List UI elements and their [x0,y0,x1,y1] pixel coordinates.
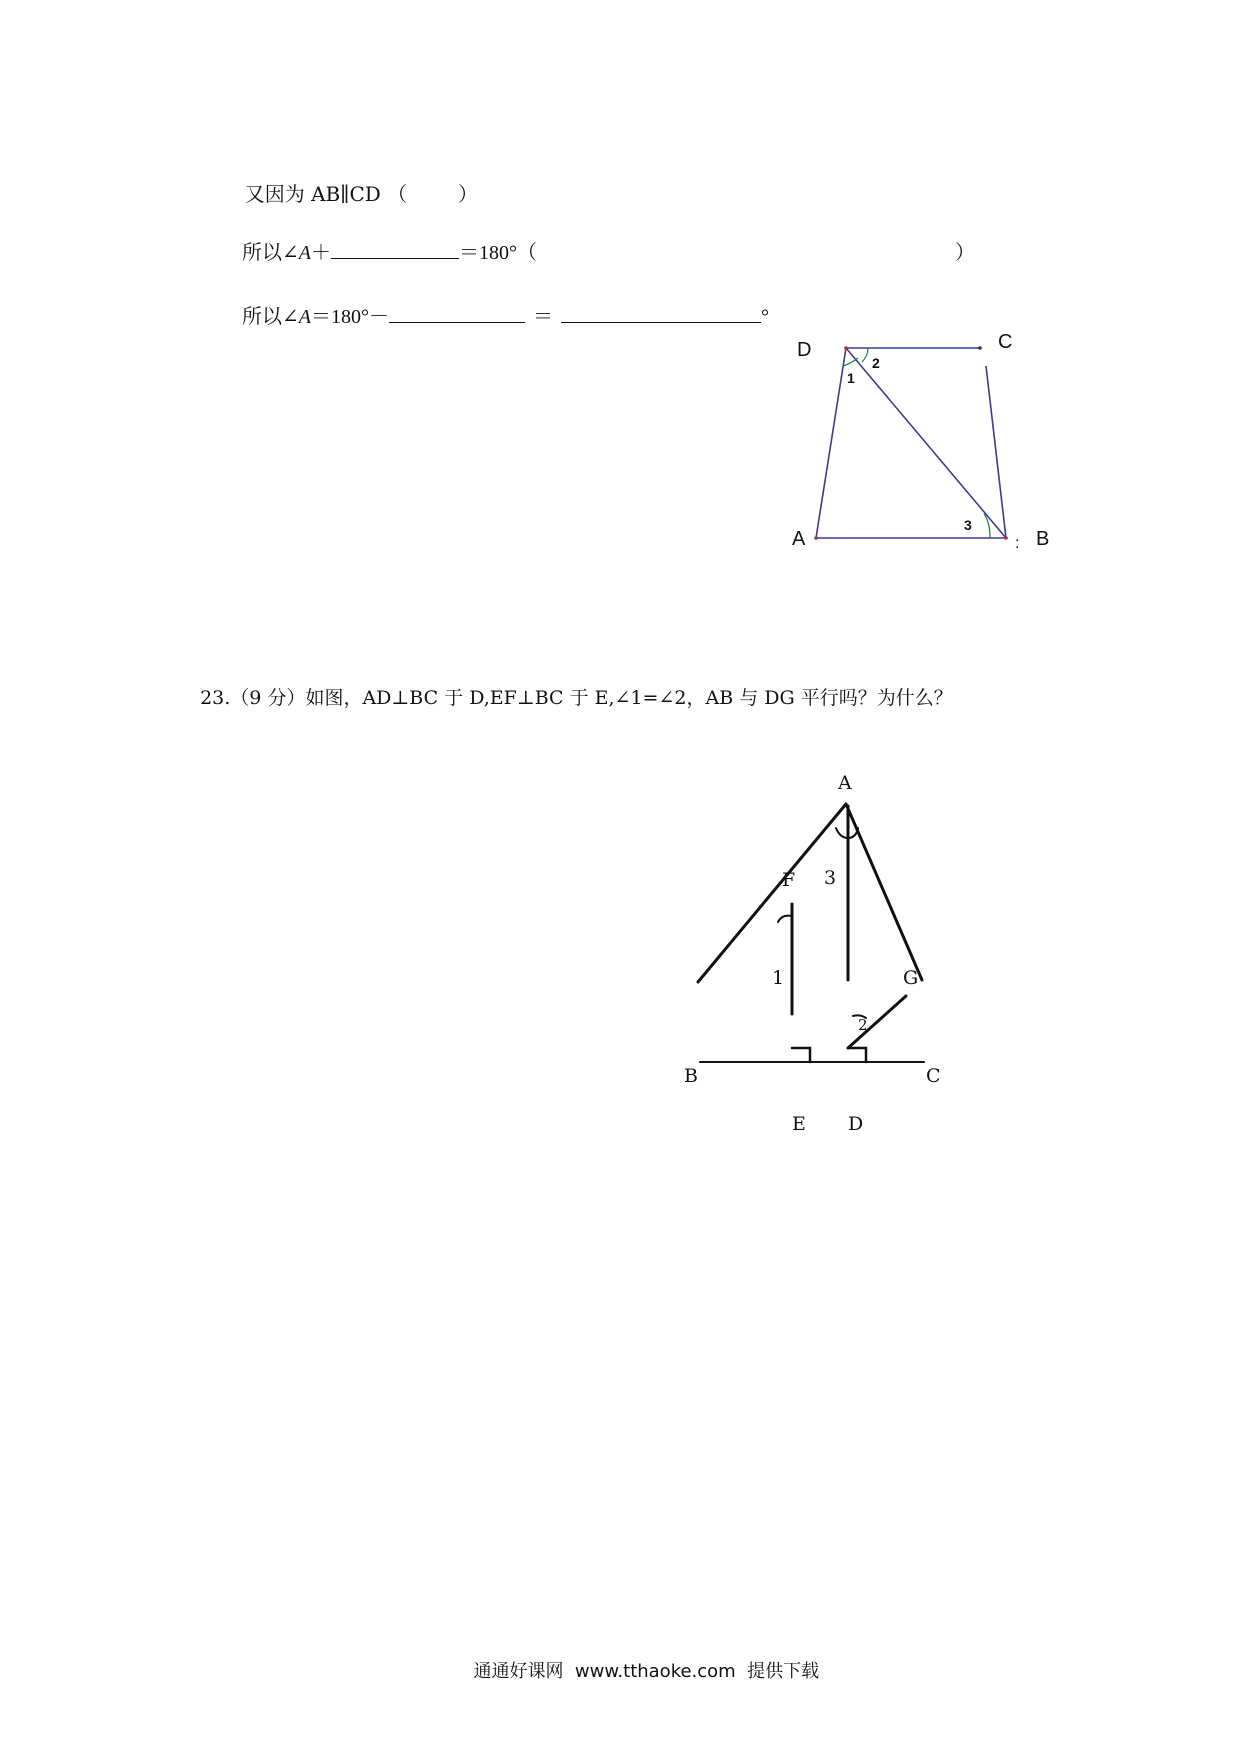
label-e: E [792,1113,806,1135]
right-angle-d [848,1048,866,1062]
line3-deg: ° [760,306,769,328]
label-angle-3: 3 [824,867,837,889]
label-g: G [903,967,919,989]
line3-mid: ＝180°－ [310,306,389,328]
label-a: A [838,772,852,794]
label-c: C [998,331,1013,353]
line2-prefix: 所以∠ [242,242,299,264]
label-angle-1: 1 [847,370,855,386]
label-a: A [792,528,806,550]
label-d: D [848,1113,864,1135]
question-23-text: 23.（9 分）如图，AD⊥BC 于 D,EF⊥BC 于 E,∠1=∠2，AB 与 DG 平行吗？为什么？ [200,687,953,709]
line3-eq: ＝ [532,306,553,328]
line1-text: 又因为 AB∥CD （ ） [244,182,479,206]
label-b: B [684,1065,698,1087]
right-angle-e [792,1048,810,1062]
page-footer [462,1636,819,1683]
angle-1-arc [778,916,792,922]
label-b: B [1036,528,1050,550]
line3-prefix: 所以∠ [242,306,299,328]
footer-text: 通通好课网 www.tthaoke.com 提供下载 [473,1661,820,1682]
label-angle-2: 2 [858,1016,868,1034]
line2-var: A [298,242,311,264]
line2-mid: ＝180°（ [458,242,537,264]
label-angle-2: 2 [872,355,880,371]
segment-ab [698,804,846,982]
line2-close: ） [954,242,975,264]
label-d: D [797,339,812,361]
label-angle-3: 3 [964,517,972,533]
label-f: F [782,869,796,891]
label-c: C [926,1065,941,1087]
line2-plus: ＋ [310,242,331,264]
segment-dg [848,996,906,1048]
label-extra-mark: : [1015,535,1020,552]
label-angle-1: 1 [772,967,785,989]
line3-var: A [298,306,311,328]
